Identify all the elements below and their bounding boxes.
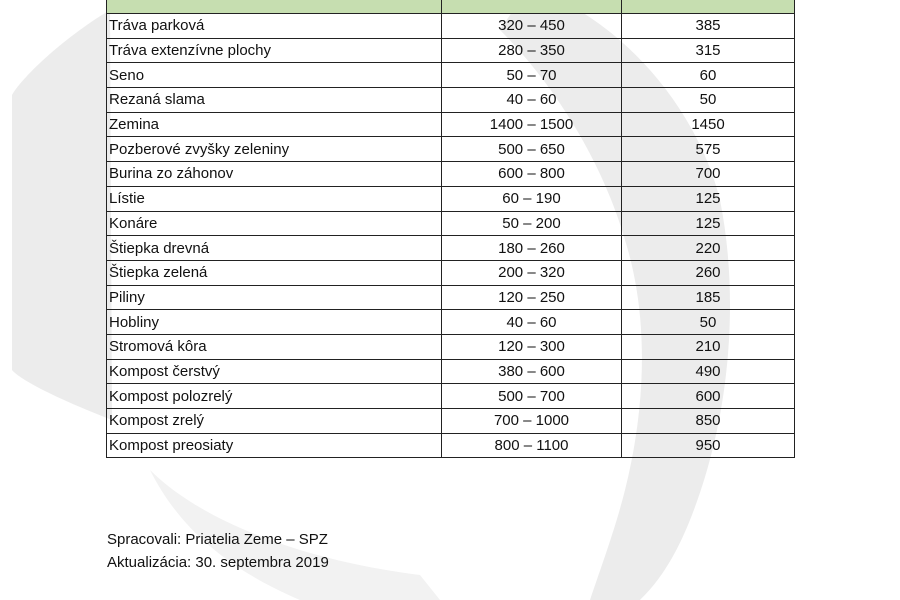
cell-average: 600 (622, 384, 795, 409)
volume-weight-table (106, 0, 795, 458)
cell-range: 180 – 260 (442, 236, 622, 261)
table-row (107, 285, 795, 310)
cell-average: 220 (622, 236, 795, 261)
cell-average: 125 (622, 211, 795, 236)
cell-average: 575 (622, 137, 795, 162)
cell-average: 260 (622, 260, 795, 285)
table-row (107, 63, 795, 88)
cell-range: 280 – 350 (442, 38, 622, 63)
table-row (107, 162, 795, 187)
cell-average: 315 (622, 38, 795, 63)
cell-average: 490 (622, 359, 795, 384)
cell-material: Lístie (107, 186, 442, 211)
cell-range: 500 – 700 (442, 384, 622, 409)
cell-average: 950 (622, 433, 795, 458)
table-row (107, 409, 795, 434)
cell-average: 185 (622, 285, 795, 310)
cell-range: 380 – 600 (442, 359, 622, 384)
table-row (107, 334, 795, 359)
cell-range: 800 – 1100 (442, 433, 622, 458)
cell-average: 50 (622, 88, 795, 113)
table-row (107, 310, 795, 335)
cell-average: 385 (622, 14, 795, 39)
table-row (107, 236, 795, 261)
table-row (107, 384, 795, 409)
table-row (107, 433, 795, 458)
table-row (107, 137, 795, 162)
cell-range: 500 – 650 (442, 137, 622, 162)
footer (107, 528, 329, 574)
cell-range: 120 – 300 (442, 334, 622, 359)
cell-average: 50 (622, 310, 795, 335)
cell-average: 125 (622, 186, 795, 211)
cell-material: Zemina (107, 112, 442, 137)
table-row (107, 211, 795, 236)
header-cell-average (622, 0, 795, 14)
table-header-row (107, 0, 795, 14)
table-row (107, 14, 795, 39)
cell-material: Piliny (107, 285, 442, 310)
header-cell-material (107, 0, 442, 14)
table-container (106, 0, 794, 458)
cell-material: Stromová kôra (107, 334, 442, 359)
cell-average: 850 (622, 409, 795, 434)
footer-prepared-by: Spracovali: Priatelia Zeme – SPZ (107, 531, 328, 548)
cell-range: 700 – 1000 (442, 409, 622, 434)
table-body (107, 14, 795, 458)
cell-range: 40 – 60 (442, 88, 622, 113)
cell-material: Štiepka drevná (107, 236, 442, 261)
cell-range: 40 – 60 (442, 310, 622, 335)
table-row (107, 260, 795, 285)
cell-range: 600 – 800 (442, 162, 622, 187)
cell-range: 60 – 190 (442, 186, 622, 211)
cell-material: Pozberové zvyšky zeleniny (107, 137, 442, 162)
cell-material: Štiepka zelená (107, 260, 442, 285)
cell-material: Kompost preosiaty (107, 433, 442, 458)
table-row (107, 359, 795, 384)
cell-material: Konáre (107, 211, 442, 236)
table-row (107, 38, 795, 63)
table-row (107, 186, 795, 211)
cell-material: Hobliny (107, 310, 442, 335)
cell-material: Tráva parková (107, 14, 442, 39)
cell-average: 60 (622, 63, 795, 88)
cell-material: Tráva extenzívne plochy (107, 38, 442, 63)
cell-average: 700 (622, 162, 795, 187)
cell-material: Seno (107, 63, 442, 88)
footer-updated: Aktualizácia: 30. septembra 2019 (107, 554, 329, 571)
table-row (107, 88, 795, 113)
cell-average: 1450 (622, 112, 795, 137)
cell-average: 210 (622, 334, 795, 359)
cell-material: Kompost polozrelý (107, 384, 442, 409)
cell-range: 50 – 200 (442, 211, 622, 236)
cell-range: 200 – 320 (442, 260, 622, 285)
cell-material: Burina zo záhonov (107, 162, 442, 187)
header-cell-range (442, 0, 622, 14)
cell-material: Kompost čerstvý (107, 359, 442, 384)
table-row (107, 112, 795, 137)
watermark-arc-left (12, 10, 112, 420)
cell-range: 320 – 450 (442, 14, 622, 39)
cell-material: Rezaná slama (107, 88, 442, 113)
cell-range: 50 – 70 (442, 63, 622, 88)
cell-range: 120 – 250 (442, 285, 622, 310)
cell-range: 1400 – 1500 (442, 112, 622, 137)
cell-material: Kompost zrelý (107, 409, 442, 434)
